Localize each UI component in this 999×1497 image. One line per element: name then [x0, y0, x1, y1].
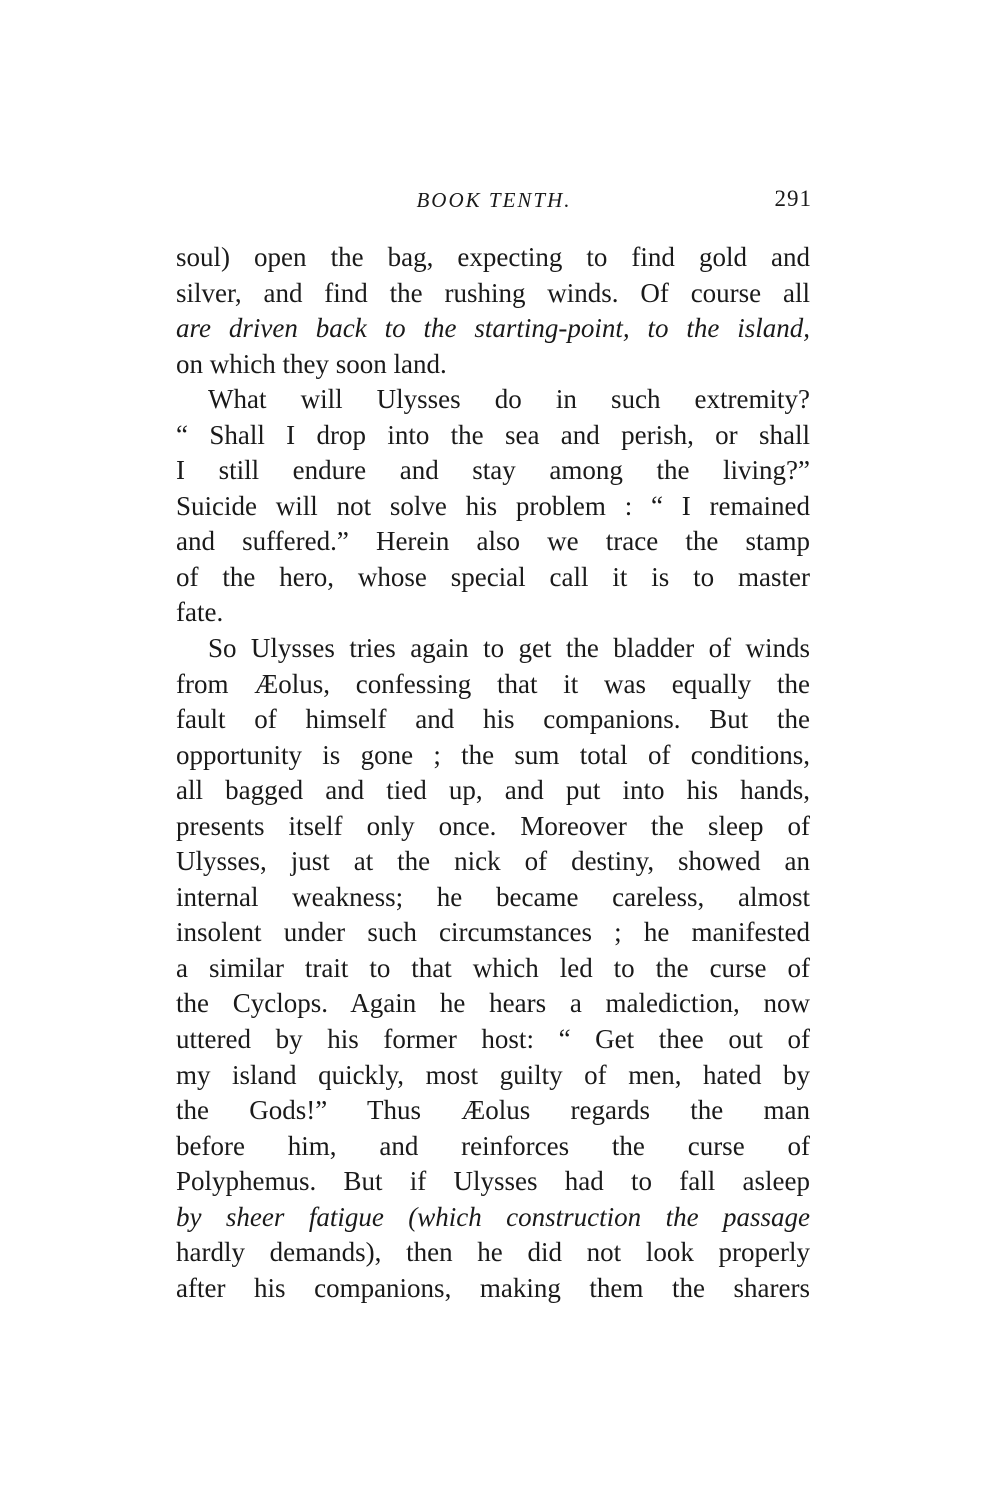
body-text [176, 240, 810, 1306]
text-line: fate. [176, 597, 224, 628]
text-line: What will Ulysses do in such extremity? [208, 384, 810, 415]
text-line: soul) open the bag, expecting to find gold and [176, 242, 810, 272]
text-line: of the hero, whose special call it is to master [176, 561, 810, 592]
text-line: Polyphemus. But if Ulysses had to fall asleep [176, 1166, 810, 1197]
text-line: Ulysses, just at the nick of destiny, showed an [176, 846, 810, 877]
text-line: Suicide will not solve his problem : “ I remained [176, 490, 810, 521]
text-line: after his companions, making them the sharers [176, 1272, 810, 1303]
text-line-italic: are driven back to the starting-point, to the island, [176, 313, 810, 344]
page-number: 291 [774, 186, 812, 211]
text-line: hardly demands), then he did not look properly [176, 1237, 810, 1268]
text-line: all bagged and tied up, and put into his hands, [176, 775, 810, 806]
text-line: internal weakness; he became careless, almost [176, 881, 810, 912]
text-line: fault of himself and his companions. But the [176, 704, 810, 735]
text-line: and suffered.” Herein also we trace the stamp [176, 526, 810, 557]
text-line-italic: by sheer fatigue (which construction the passage [176, 1201, 810, 1232]
text-line: my island quickly, most guilty of men, hated by [176, 1059, 810, 1090]
text-line: So Ulysses tries again to get the bladder of winds [208, 633, 810, 664]
text-line: the Gods!” Thus Æolus regards the man [176, 1095, 810, 1126]
text-line: “ Shall I drop into the sea and perish, or shall [176, 419, 810, 450]
text-line: silver, and find the rushing winds. Of course all [176, 277, 810, 308]
running-title: BOOK TENTH. [416, 188, 572, 212]
text-line: the Cyclops. Again he hears a malediction, now [176, 988, 810, 1019]
text-line: presents itself only once. Moreover the sleep of [176, 810, 810, 841]
text-line: insolent under such circumstances ; he manifested [176, 917, 810, 948]
text-line: I still endure and stay among the living?” [176, 455, 810, 486]
text-line: on which they soon land. [176, 348, 447, 379]
text-line: opportunity is gone ; the sum total of conditions, [176, 739, 810, 770]
text-line: before him, and reinforces the curse of [176, 1130, 810, 1161]
text-line: a similar trait to that which led to the curse of [176, 952, 810, 983]
text-line: uttered by his former host: “ Get thee out of [176, 1024, 810, 1055]
text-line: from Æolus, confessing that it was equally the [176, 668, 810, 699]
running-head [176, 188, 812, 220]
